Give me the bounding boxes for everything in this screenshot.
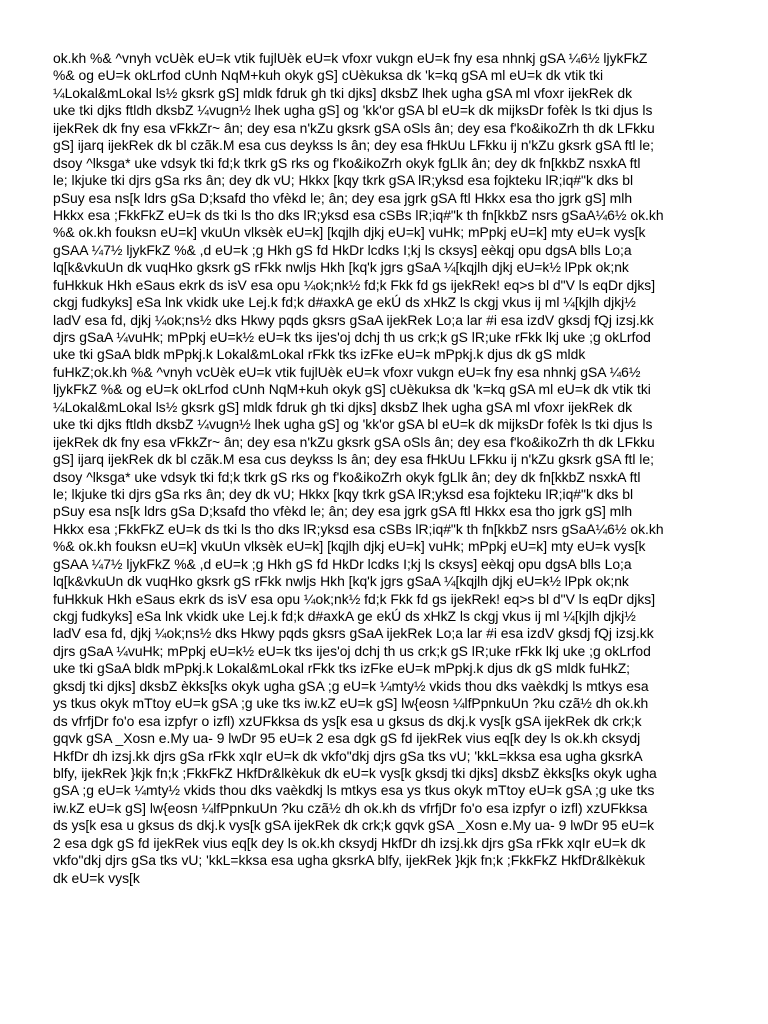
text-line: vkfo"dkj djrs gSa tks vU; 'kkL=kksa esa ugha gksrkA blfy, ijekRek }kjk fn;k ;FkkFkZ HkfDr&lkèkuk [53,852,646,869]
text-line: HkfDr dh izsj.kk djrs gSa rFkk xqIr eU=k dk vkfo"dkj djrs gSa tks vU; 'kkL=kksa esa ugha gksrkA [53,747,643,764]
text-line: ys tkus okyk mTtoy eU=k gSA ;g uke tks iw.kZ eU=k gS] lw{eosn ¼lfPpnkuUn ?ku czã½ dh ok.kh [53,695,649,712]
text-line: djrs gSaA ¼vuHk; mPpkj eU=k½ eU=k tks ijes'oj dchj th us crk;k gS lR;uke rFkk lkj uke ;g okLrfod [53,642,651,659]
text-line: uke tki gSaA bldk mPpkj.k Lokal&mLokal rFkk tks izFke eU=k mPpkj.k djus dk gS mldk fuHkZ; [53,660,631,677]
text-line: gqvk gSA _Xosn e.My ua- 9 lwDr 95 eU=k 2 esa dgk gS fd ijekRek vius eq[k dey ls ok.kh cksydj [53,730,641,747]
text-line: ¼Lokal&mLokal ls½ gksrk gS] mldk fdruk gh tki djks] dksbZ lhek ugha gSA ml vfoxr ijekRek dk [53,84,633,101]
text-line: uke tki djks ftldh dksbZ ¼vugn½ lhek ugha gS] og 'kk'or gSA bl eU=k dk mijksDr fofèk ls tki djus ls [53,416,653,433]
text-line: lq[k&vkuUn dk vuqHko gksrk gS rFkk nwljs Hkh [kq'k jgrs gSaA ¼[kqjlh djkj eU=k½ lPpk ok;nk [53,259,629,276]
document-body [53,50,721,887]
text-line: uke tki gSaA bldk mPpkj.k Lokal&mLokal rFkk tks izFke eU=k mPpkj.k djus dk gS mldk [53,346,586,363]
text-line: Hkkx esa ;FkkFkZ eU=k ds tki ls tho dks lR;yksd esa cSBs lR;iq#"k th fn[kkbZ nsrs gSaA¼6½ ok.kh [53,206,664,223]
text-line: blfy, ijekRek }kjk fn;k ;FkkFkZ HkfDr&lkèkuk dk eU=k vys[k gksdj tki djks] dksbZ èkks[ks okyk ugha [53,764,657,781]
text-line: ckgj fudkyks] eSa lnk vkidk uke Lej.k fd;k d#axkA ge ekÚ ds xHkZ ls ckgj vkus ij ml ¼[kjlh djkj½ [53,608,636,624]
text-line: ladV esa fd, djkj ¼ok;ns½ dks Hkwy pqds gksrs gSaA ijekRek Lo;a lar #i esa izdV gksdj fQj izsj.kk [53,311,654,328]
text-line: pSuy esa ns[k ldrs gSa D;ksafd tho vfèkd le; ân; dey esa jgrk gSA ftl Hkkx esa tho jgrk gS] mlh [53,189,633,206]
text-line: dsoy ^lksga* uke vdsyk tki fd;k tkrk gS rks og f'ko&ikoZrh okyk fgLlk ân; dey dk fn[kkbZ nsxkA ftl [53,468,641,485]
text-line: %& og eU=k okLrfod cUnh NqM+kuh okyk gS] cUèkuksa dk 'k=kq gSA ml eU=k dk vtik tki [53,67,604,84]
text-line: fuHkkuk Hkh eSaus ekrk ds isV esa opu ¼ok;nk½ fd;k Fkk fd gs ijekRek! eq>s bl d"V ls eqDr djks] [53,590,656,607]
text-line: gS] ijarq ijekRek dk bl czãk.M esa cus deykss ls ân; dey esa fHkUu LFkku ij n'kZu gksrk gSA ftl le; [53,451,654,468]
text-line: gS] ijarq ijekRek dk bl czãk.M esa cus deykss ls ân; dey esa fHkUu LFkku ij n'kZu gksrk gSA ftl le; [53,137,654,154]
text-line: fuHkZ;ok.kh %& ^vnyh vcUèk eU=k vtik fujlUèk eU=k vfoxr vukgn eU=k fny esa nhnkj gSA ¼6½ [53,363,641,380]
text-line: %& ok.kh fouksn eU=k] vkuUn vlksèk eU=k] [kqjlh djkj eU=k] vuHk; mPpkj eU=k] mty eU=k vys[k [53,224,646,241]
text-line: ijekRek dk fny esa vFkkZr~ ân; dey esa n'kZu gksrk gSA oSls ân; dey esa f'ko&ikoZrh th dk LFkku [53,119,655,136]
text-line: gSA ;g eU=k ¼mty½ vkids thou dks vaèkdkj ls mtkys esa ys tkus okyk mTtoy eU=k gSA ;g uke tks [53,782,655,799]
text-line: iw.kZ eU=k gS] lw{eosn ¼lfPpnkuUn ?ku czã½ dh ok.kh ds vfrfjDr fo'o esa izpfyr o izfl) xzUFkksa [53,799,648,816]
text-line: le; lkjuke tki djrs gSa rks ân; dey dk vU; Hkkx [kqy tkrk gSA lR;yksd esa fojkteku lR;iq#"k dks bl [53,172,634,189]
text-line: dk eU=k vys[k [53,869,140,886]
text-line: le; lkjuke tki djrs gSa rks ân; dey dk vU; Hkkx [kqy tkrk gSA lR;yksd esa fojkteku lR;iq#"k dks bl [53,485,634,502]
text-line: ckgj fudkyks] eSa lnk vkidk uke Lej.k fd;k d#axkA ge ekÚ ds xHkZ ls ckgj vkus ij ml ¼[kjlh djkj½ [53,294,636,311]
text-line: djrs gSaA ¼vuHk; mPpkj eU=k½ eU=k tks ijes'oj dchj th us crk;k gS lR;uke rFkk lkj uke ;g okLrfod [53,329,651,345]
text-line: uke tki djks ftldh dksbZ ¼vugn½ lhek ugha gS] og 'kk'or gSA bl eU=k dk mijksDr fofèk ls tki djus ls [53,102,653,119]
text-line: ljykFkZ %& og eU=k okLrfod cUnh NqM+kuh okyk gS] cUèkuksa dk 'k=kq gSA ml eU=k dk vtik tki [53,381,651,398]
text-line: ¼Lokal&mLokal ls½ gksrk gS] mldk fdruk gh tki djks] dksbZ lhek ugha gSA ml vfoxr ijekRek dk [53,398,633,415]
text-line: gSAA ¼7½ ljykFkZ %& ,d eU=k ;g Hkh gS fd HkDr lcdks I;kj ls cksys] eèkqj opu dgsA blls Lo;a [53,241,632,258]
text-line: ok.kh %& ^vnyh vcUèk eU=k vtik fujlUèk eU=k vfoxr vukgn eU=k fny esa nhnkj gSA ¼6½ ljykFkZ [53,50,648,66]
text-line: fuHkkuk Hkh eSaus ekrk ds isV esa opu ¼ok;nk½ fd;k Fkk fd gs ijekRek! eq>s bl d"V ls eqDr djks] [53,276,656,293]
text-line: gSAA ¼7½ ljykFkZ %& ,d eU=k ;g Hkh gS fd HkDr lcdks I;kj ls cksys] eèkqj opu dgsA blls Lo;a [53,555,632,572]
text-line: ds ys[k esa u gksus ds dkj.k vys[k gSA ijekRek dk crk;k gqvk gSA _Xosn e.My ua- 9 lwDr 95 eU=k [53,817,655,834]
text-line: 2 esa dgk gS fd ijekRek vius eq[k dey ls ok.kh cksydj HkfDr dh izsj.kk djrs gSa rFkk xqIr eU=k dk [53,834,646,851]
text-line: dsoy ^lksga* uke vdsyk tki fd;k tkrk gS rks og f'ko&ikoZrh okyk fgLlk ân; dey dk fn[kkbZ nsxkA ftl [53,154,641,171]
text-line: ladV esa fd, djkj ¼ok;ns½ dks Hkwy pqds gksrs gSaA ijekRek Lo;a lar #i esa izdV gksdj fQj izsj.kk [53,625,654,642]
text-line: %& ok.kh fouksn eU=k] vkuUn vlksèk eU=k] [kqjlh djkj eU=k] vuHk; mPpkj eU=k] mty eU=k vys[k [53,538,646,555]
text-line: lq[k&vkuUn dk vuqHko gksrk gS rFkk nwljs Hkh [kq'k jgrs gSaA ¼[kqjlh djkj eU=k½ lPpk ok;nk [53,573,629,590]
text-line: pSuy esa ns[k ldrs gSa D;ksafd tho vfèkd le; ân; dey esa jgrk gSA ftl Hkkx esa tho jgrk gS] mlh [53,503,633,520]
text-line: ijekRek dk fny esa vFkkZr~ ân; dey esa n'kZu gksrk gSA oSls ân; dey esa f'ko&ikoZrh th dk LFkku [53,433,655,450]
text-line: Hkkx esa ;FkkFkZ eU=k ds tki ls tho dks lR;yksd esa cSBs lR;iq#"k th fn[kkbZ nsrs gSaA¼6½ ok.kh [53,520,664,537]
text-line: gksdj tki djks] dksbZ èkks[ks okyk ugha gSA ;g eU=k ¼mty½ vkids thou dks vaèkdkj ls mtkys esa [53,677,649,694]
text-line: ds vfrfjDr fo'o esa izpfyr o izfl) xzUFkksa ds ys[k esa u gksus ds dkj.k vys[k gSA ijekRek dk crk;k [53,712,642,729]
